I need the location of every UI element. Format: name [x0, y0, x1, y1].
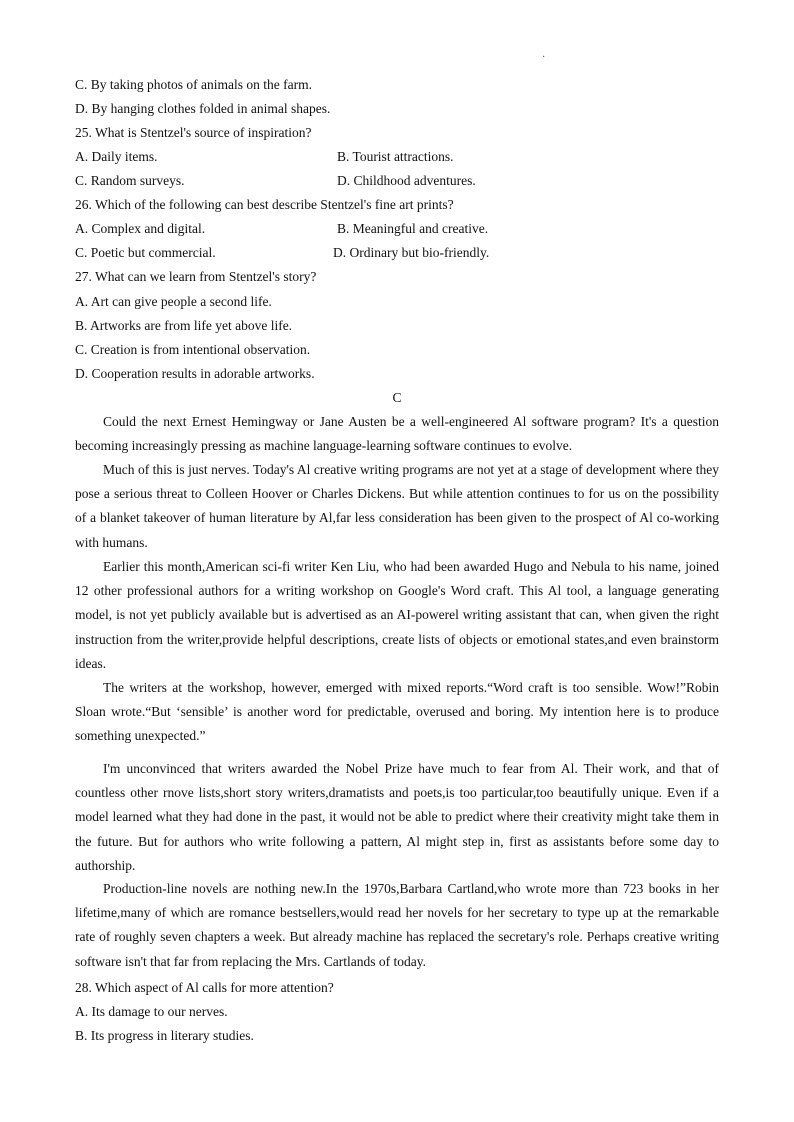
q27-option-c: C. Creation is from intentional observation.	[75, 342, 311, 357]
q26-option-d: D. Ordinary but bio-friendly.	[333, 245, 490, 260]
q26-question: 26. Which of the following can best describe Stentzel's fine art prints?	[75, 197, 454, 212]
q25-option-b: B. Tourist attractions.	[337, 149, 454, 164]
q25-option-c: C. Random surveys.	[75, 173, 185, 188]
passage-paragraph-1: Could the next Ernest Hemingway or Jane Austen be a well-engineered Al software program? It's a question becoming increasingly pressing as machine language-learning software continues to evolve.	[75, 414, 719, 454]
section-label: C	[392, 390, 402, 405]
header-mark: ·	[542, 52, 546, 63]
passage-paragraph-6: Production-line novels are nothing new.In the 1970s,Barbara Cartland,who wrote more than 723 books in her lifetime,many of which are romance bestsellers,would read her novels for her secretary to type up at the remarkable rate of roughly seven chapters a week. But already machine has replaced the secretary's role. Perhaps creative writing software isn't that far from replacing the Mrs. Cartlands of today.	[75, 881, 719, 969]
q27-option-d: D. Cooperation results in adorable artworks.	[75, 366, 315, 381]
q25-option-d: D. Childhood adventures.	[337, 173, 476, 188]
q24-option-d: D. By hanging clothes folded in animal shapes.	[75, 101, 331, 116]
q28-option-b: B. Its progress in literary studies.	[75, 1028, 254, 1043]
passage-paragraph-4: The writers at the workshop, however, emerged with mixed reports.“Word craft is too sensible. Wow!”Robin Sloan wrote.“But ‘sensible’ is another word for predictable, overused and boring. My intention here is to produce something unexpected.”	[75, 680, 719, 744]
q27-question: 27. What can we learn from Stentzel's story?	[75, 269, 317, 284]
q26-option-a: A. Complex and digital.	[75, 221, 206, 236]
passage-paragraph-5: I'm unconvinced that writers awarded the Nobel Prize have much to fear from Al. Their work, and that of countless other rnove lists,short story writers,dramatists and poets,is too particular,too beautifully unique. Even if a model learned what they had done in the past, it would not be able to predict where their creativity might take them in the future. But for authors who write following a pattern, Al might step in, first as assistants before some day to authorship.	[75, 761, 719, 873]
q27-option-b: B. Artworks are from life yet above life.	[75, 318, 293, 333]
q28-option-a: A. Its damage to our nerves.	[75, 1004, 228, 1019]
passage-paragraph-2: Much of this is just nerves. Today's Al creative writing programs are not yet at a stage of development where they pose a serious threat to Colleen Hoover or Charles Dickens. But while attention continues to for us on the possibility of a blanket takeover of human literature by Al,far less consideration has been given to the prospect of Al co-working with humans.	[75, 462, 719, 550]
q24-option-c: C. By taking photos of animals on the farm.	[75, 77, 312, 92]
q25-question: 25. What is Stentzel's source of inspiration?	[75, 125, 312, 140]
q28-question: 28. Which aspect of Al calls for more attention?	[75, 980, 334, 995]
q26-option-b: B. Meaningful and creative.	[337, 221, 489, 236]
q25-option-a: A. Daily items.	[75, 149, 158, 164]
q26-option-c: C. Poetic but commercial.	[75, 245, 216, 260]
passage-paragraph-3: Earlier this month,American sci-fi writer Ken Liu, who had been awarded Hugo and Nebula to his name, joined 12 other professional authors for a writing workshop on Google's Word craft. This Al tool, a language generating model, is not yet publicly available but is advertised as an AI-powerel writing assistant that can, when given the right instruction from the writer,provide helpful descriptions, create lists of objects or emotional states,and even brainstorm ideas.	[75, 559, 719, 671]
q27-option-a: A. Art can give people a second life.	[75, 294, 272, 309]
